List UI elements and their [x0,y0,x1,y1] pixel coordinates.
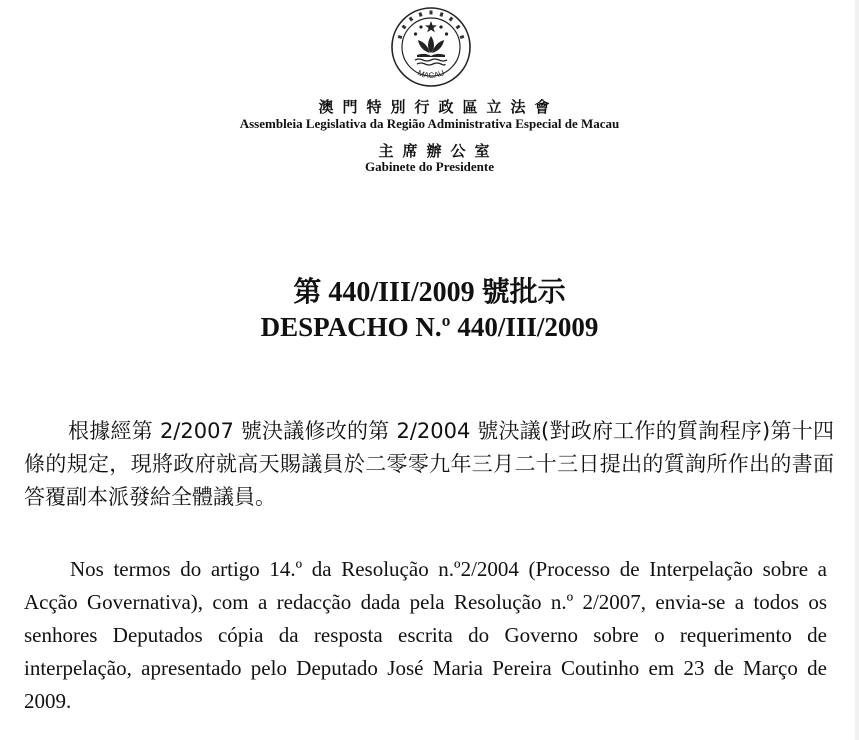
page-edge-divider [855,0,859,740]
dispatch-title-portuguese: DESPACHO N.º 440/III/2009 [260,312,599,342]
body-paragraph-chinese: 根據經第 2/2007 號決議修改的第 2/2004 號決議(對政府工作的質詢程序)第十四條的規定，現將政府就高天賜議員於二零零九年三月二十三日提出的質詢所作出的書面答覆副本派發給全體議員。 [24,419,834,509]
office-name-portuguese: Gabinete do Presidente [364,159,495,174]
organization-name-portuguese: Assembleia Legislativa da Região Administrativa Especial de Macau [239,116,620,131]
macau-emblem-icon [390,6,472,88]
svg-text:MACAU [416,68,446,80]
organization-name-chinese: 澳門特別行政區立法會 [318,100,559,116]
dispatch-title-chinese: 第 440/III/2009 號批示 [293,277,566,308]
office-name-chinese: 主席辦公室 [378,144,499,160]
body-paragraph-portuguese: Nos termos do artigo 14.º da Resolução n.º2/2004 (Processo de Interpelação sobre a Acção Governativa), com a redacção dada pela Resolução n.º 2/2007, envia-se a todos os senhores Deputados cópia da resposta escrita do Governo sobre o requerimento de interpelação, apresentado pelo Deputado José Maria Pereira Coutinho em 23 de Março de 2009. [24,557,827,713]
emblem-label: MACAU [416,68,446,81]
